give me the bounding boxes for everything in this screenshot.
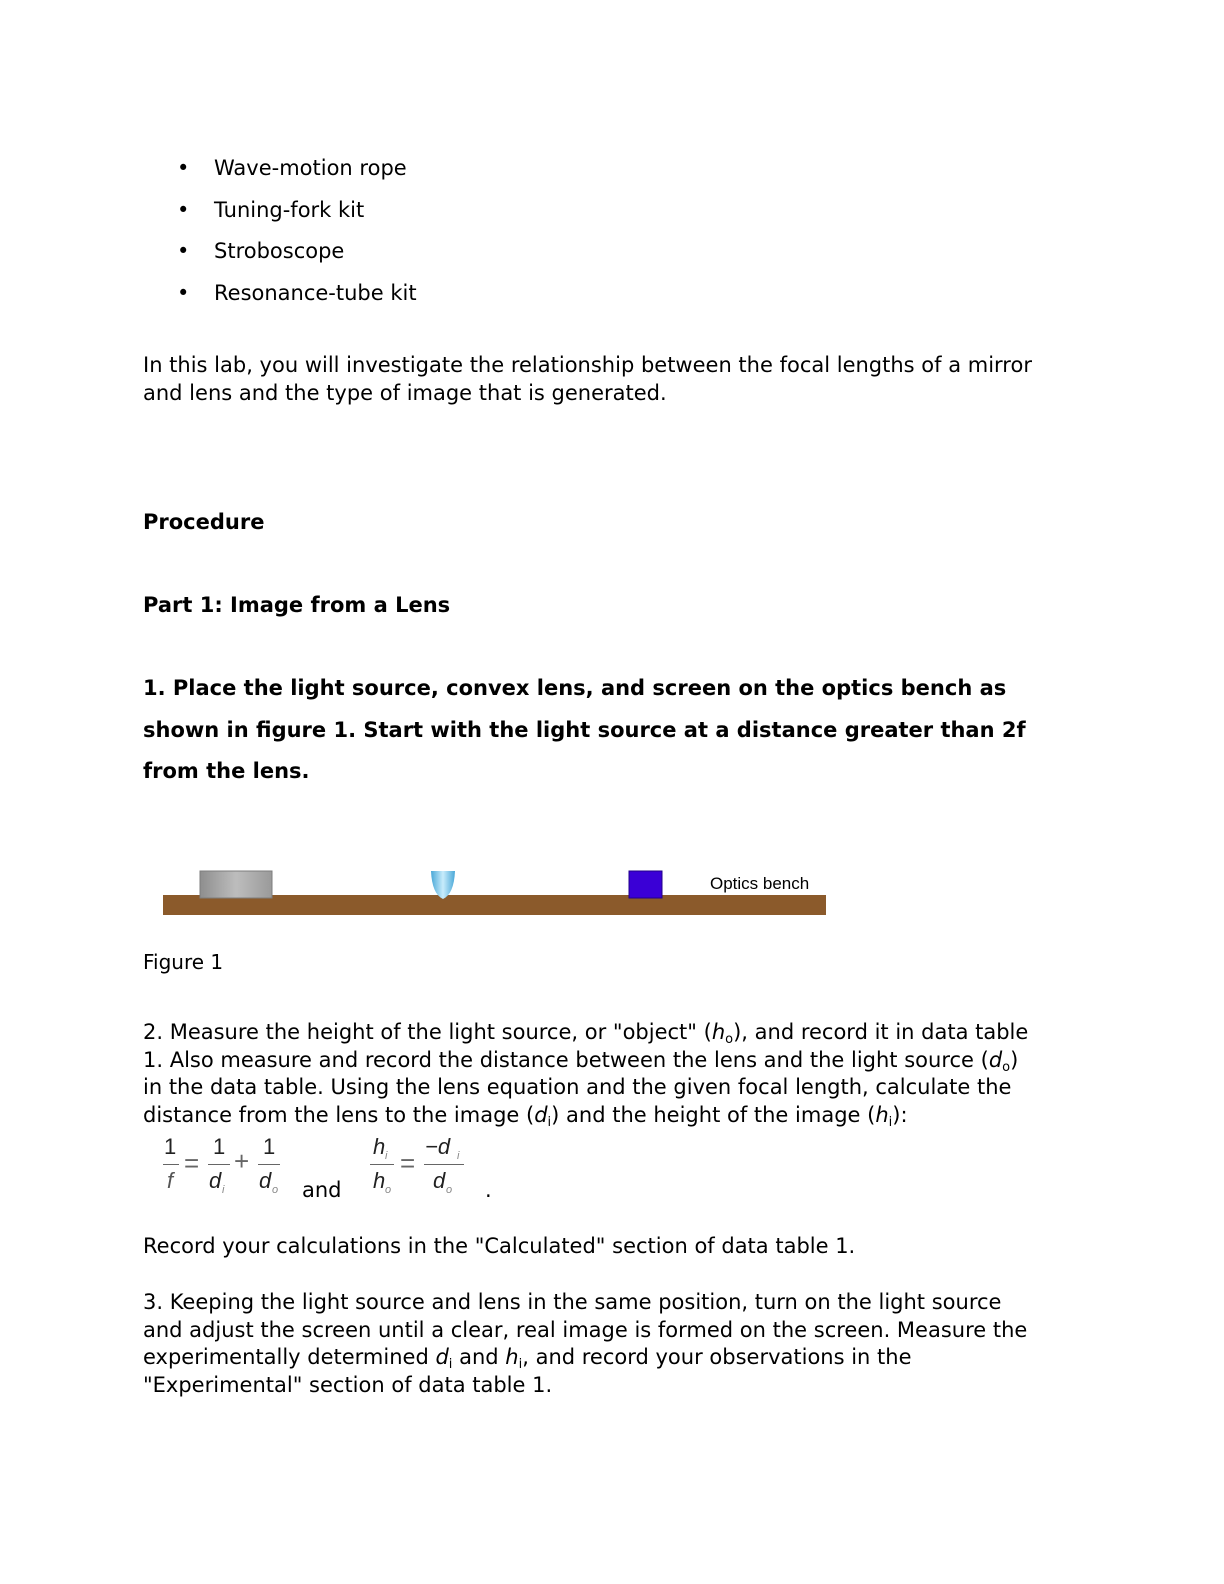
- step2-line: in the data table. Using the lens equation and the given focal length, calculate the: [143, 1075, 1012, 1099]
- step3-line: and adjust the screen until a clear, real image is formed on the screen. Measure the: [143, 1317, 1028, 1342]
- materials-list: [143, 152, 417, 318]
- list-item: • Stroboscope: [143, 235, 417, 277]
- step2-line: distance from the lens to the image $(d_i)$ and the height of the image $(h_i)$:: [143, 1102, 908, 1130]
- step3-line: "Experimental" section of data table 1.: [143, 1372, 553, 1397]
- step2-line: 2. Measure the height of the light source, or "object" $(h_o)$, and record it in data table: [143, 1020, 1029, 1047]
- step3-line: experimentally determined $d_i$ and $h_i$, and record your observations in the: [143, 1345, 912, 1372]
- bullet-icon: •: [177, 239, 190, 263]
- step3-line: 3. Keeping the light source and lens in the same position, turn on the light source: [143, 1290, 1002, 1314]
- bench-label: Optics bench: [710, 874, 810, 893]
- part1-heading: Part 1: Image from a Lens: [143, 593, 451, 617]
- lens-equation: 1 f = 1 d i + 1 d o and h i h o = −d i d o .: [164, 1134, 492, 1202]
- bullet-icon: •: [177, 156, 190, 180]
- list-item: • Wave-motion rope: [143, 152, 417, 194]
- step3-instruction: [143, 1289, 1078, 1399]
- step2-instruction: [143, 1019, 1078, 1129]
- convex-lens: [431, 871, 455, 899]
- fraction-bar: [163, 1164, 179, 1165]
- screen: [629, 871, 662, 898]
- optics-bench-figure: [163, 868, 828, 918]
- bullet-icon: •: [177, 197, 190, 222]
- step2-line: 1. Also measure and record the distance between the lens and the light source $(d_o)$: [143, 1047, 1019, 1075]
- record-instruction: Record your calculations in the "Calculated" section of data table 1.: [143, 1234, 856, 1258]
- list-item: • Tuning-fork kit: [143, 194, 417, 236]
- step1-instruction: 1. Place the light source, convex lens, and screen on the optics bench as shown in figure 1. Start with the light source at a distance greater than 2f from the lens.: [143, 676, 1026, 783]
- fraction-bar: [208, 1164, 230, 1165]
- list-item: • Resonance-tube kit: [143, 277, 417, 319]
- procedure-heading: Procedure: [143, 510, 265, 534]
- fraction-bar: [258, 1164, 280, 1165]
- bullet-icon: •: [177, 280, 190, 305]
- figure-caption: Figure 1: [143, 950, 224, 974]
- intro-paragraph: In this lab, you will investigate the relationship between the focal lengths of a mirror and lens and the type of image that is generated.: [143, 353, 1032, 405]
- fraction-bar: [424, 1164, 464, 1165]
- light-source: [200, 871, 272, 898]
- fraction-bar: [370, 1164, 394, 1165]
